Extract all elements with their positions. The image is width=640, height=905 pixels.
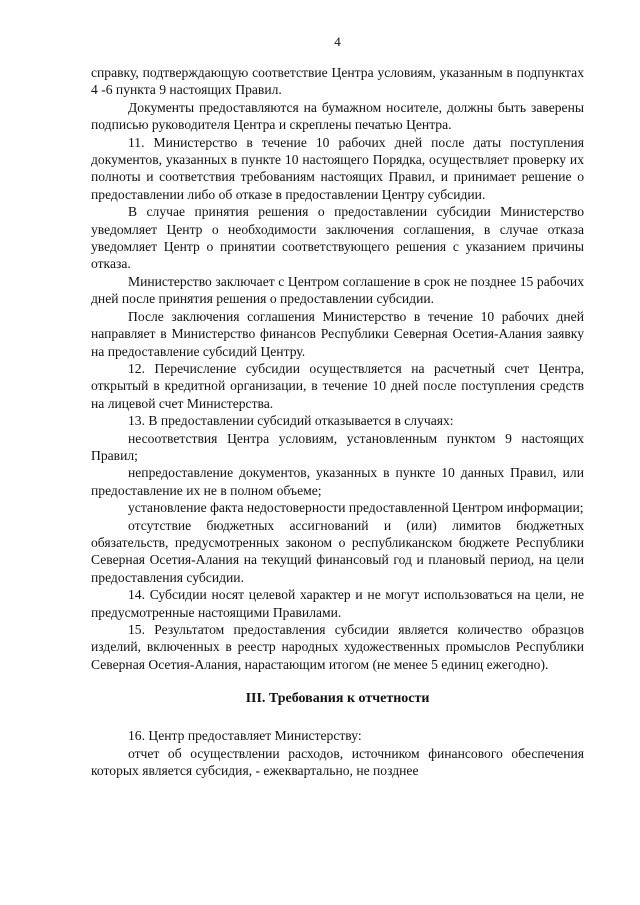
paragraph-application-finance: После заключения соглашения Министерство в течение 10 рабочих дней направляет в Министерство финансов Республики Северная Осетия-Алания заявку на предоставление субсидий Центру. <box>91 308 584 359</box>
paragraph-refusal-3: установление факта недостоверности предоставленной Центром информации; <box>128 500 584 516</box>
page-number: 4 <box>334 34 341 49</box>
paragraph-documents-paper: Документы предоставляются на бумажном носителе, должны быть заверены подписью руководителя Центра и скреплены печатью Центра. <box>91 99 584 133</box>
paragraph-refusal-4: отсутствие бюджетных ассигнований и (или) лимитов бюджетных обязательств, предусмотренных законом о республиканском бюджете Республики Северная Осетия-Алания на текущий финансовый год и плановый период, на цели предоставления субсидии. <box>91 517 584 585</box>
paragraph-agreement-term: Министерство заключает с Центром соглашение в срок не позднее 15 рабочих дней после принятия решения о предоставлении субсидии. <box>91 273 584 307</box>
paragraph-refusal-2: непредоставление документов, указанных в пункте 10 данных Правил, или предоставление их не в полном объеме; <box>91 465 584 498</box>
paragraph-item-14: 14. Субсидии носят целевой характер и не могут использоваться на цели, не предусмотренные настоящими Правилами. <box>91 587 584 620</box>
paragraph-item-12: 12. Перечисление субсидии осуществляется на расчетный счет Центра, открытый в кредитной организации, в течение 10 дней после поступления средств на лицевой счет Министерства. <box>91 360 584 411</box>
paragraph-refusal-1: несоответствия Центра условиям, установленным пунктом 9 настоящих Правил; <box>91 430 584 463</box>
paragraph-item-15: 15. Результатом предоставления субсидии является количество образцов изделий, включенных в реестр народных художественных промыслов Республики Северная Осетия-Алания, нарастающим итогом (не менее 5 единиц ежегодно). <box>91 622 584 672</box>
paragraph-report-expenses: отчет об осуществлении расходов, источником финансового обеспечения которых является субсидия, - ежеквартально, не позднее <box>91 745 584 779</box>
paragraph-item-13: 13. В предоставлении субсидий отказывается в случаях: <box>128 413 454 429</box>
paragraph-decision-notice: В случае принятия решения о предоставлении субсидии Министерство уведомляет Центр о необходимости заключения соглашения, в случае отказа уведомляет Центр о принятии соответствующего решения с указанием причины отказа. <box>91 204 584 272</box>
paragraph-certificate: справку, подтверждающую соответствие Центра условиям, указанным в подпунктах 4 -6 пункта 9 настоящих Правил. <box>91 65 584 98</box>
paragraph-item-16: 16. Центр предоставляет Министерству: <box>128 728 362 744</box>
paragraph-item-11: 11. Министерство в течение 10 рабочих дней после даты поступления документов, указанных в пункте 10 настоящего Порядка, осуществляет проверку их полноты и соответствия требованиям настоящих Правил, и принимает решение о предоставлении либо об отказе в предоставлении Центру субсидии. <box>91 134 584 202</box>
section-title: III. Требования к отчетности <box>245 691 430 707</box>
